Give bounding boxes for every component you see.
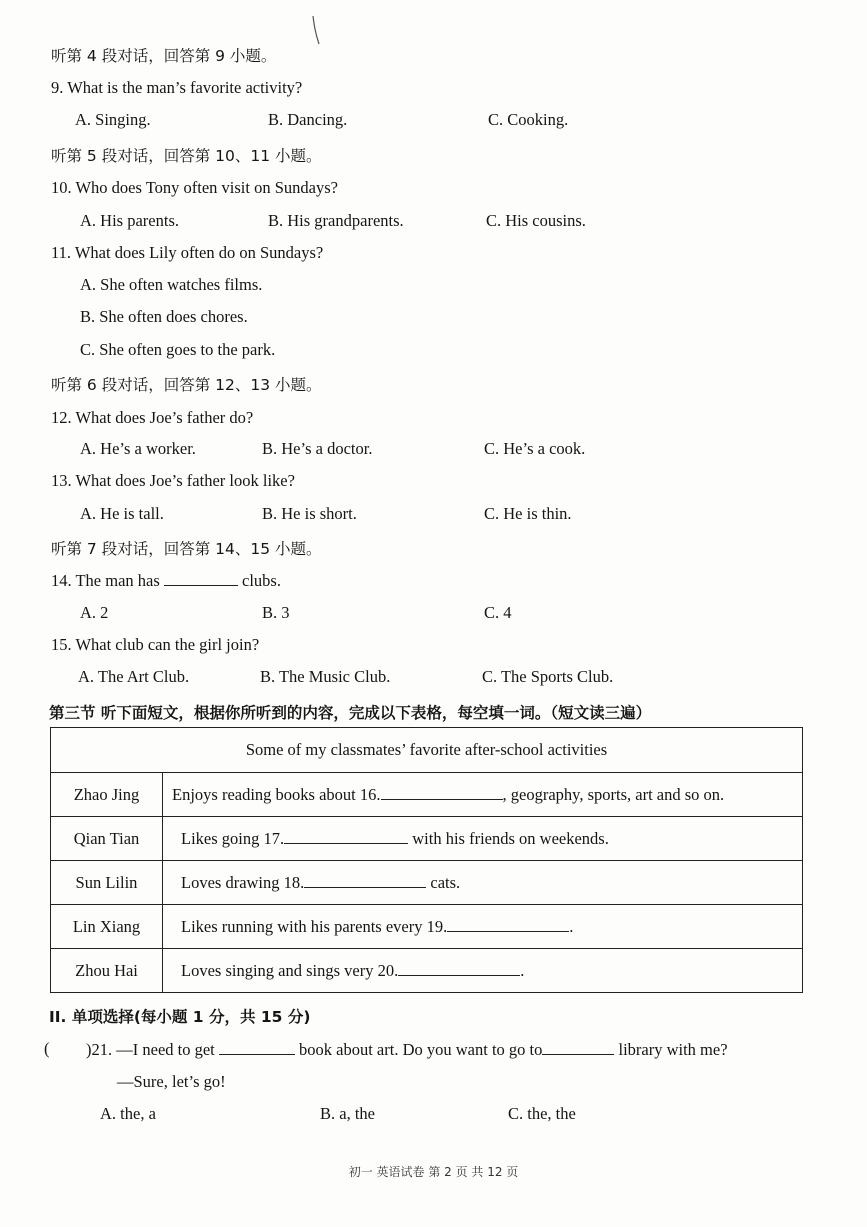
activity-text: Loves drawing 18. [181,872,305,892]
part2-heading: II. 单项选择(每小题 1 分，共 15 分) [49,1008,311,1026]
section-4-heading: 听第 4 段对话，回答第 9 小题。 [51,47,277,65]
q14-answer-blank[interactable] [164,571,238,586]
table-title: Some of my classmates’ favorite after-school activities [51,728,803,773]
answer-blank-19[interactable] [447,917,569,932]
student-name: Zhao Jing [51,773,163,817]
answer-blank-18[interactable] [304,873,426,888]
student-name: Lin Xiang [51,905,163,949]
activity-cell [163,773,803,817]
activities-table [50,727,803,993]
student-name: Zhou Hai [51,949,163,993]
activity-cell [163,905,803,949]
q14-option-c: C. 4 [484,603,512,622]
q12-option-b: B. He’s a doctor. [262,439,373,458]
pen-mark [311,14,321,48]
table-row [51,817,803,861]
student-name: Qian Tian [51,817,163,861]
table-row [51,861,803,905]
q11-option-a: A. She often watches films. [80,275,263,294]
activity-text-end: . [520,960,525,980]
activity-cell [163,817,803,861]
q15-option-b: B. The Music Club. [260,667,391,686]
q14-stem [51,570,281,592]
table-row [51,905,803,949]
q10-option-c: C. His cousins. [486,211,586,230]
q15-option-c: C. The Sports Club. [482,667,614,686]
q21-stem [86,1039,728,1061]
answer-blank-17[interactable] [284,829,408,844]
q10-option-a: A. His parents. [80,211,179,230]
q13-stem: 13. What does Joe’s father look like? [51,471,295,490]
activity-cell [163,949,803,993]
answer-blank-16[interactable] [381,785,503,800]
table-row [51,773,803,817]
table-row [51,949,803,993]
q12-stem: 12. What does Joe’s father do? [51,408,254,427]
activity-text-end: with his friends on weekends. [408,828,609,848]
q21-blank-1[interactable] [219,1040,295,1055]
q21-stem-end: library with me? [614,1040,728,1059]
q14-option-a: A. 2 [80,603,109,622]
q11-stem: 11. What does Lily often do on Sundays? [51,243,324,262]
q9-stem: 9. What is the man’s favorite activity? [51,78,303,97]
q21-blank-2[interactable] [542,1040,614,1055]
q21-option-c: C. the, the [508,1104,576,1123]
activity-text: Likes running with his parents every 19. [181,916,448,936]
q10-stem: 10. Who does Tony often visit on Sundays? [51,178,338,197]
q15-stem: 15. What club can the girl join? [51,635,260,654]
q9-option-a: A. Singing. [75,110,151,129]
q13-option-c: C. He is thin. [484,504,572,523]
activity-text: Loves singing and sings very 20. [181,960,399,980]
q12-option-a: A. He’s a worker. [80,439,196,458]
q14-option-b: B. 3 [262,603,290,622]
q9-option-b: B. Dancing. [268,110,348,129]
section-6-heading: 听第 6 段对话，回答第 12、13 小题。 [51,376,322,394]
activity-text-end: , geography, sports, art and so on. [502,784,725,804]
activity-text-end: . [569,916,574,936]
q21-option-a: A. the, a [100,1104,156,1123]
q11-option-c: C. She often goes to the park. [80,340,276,359]
part3-heading: 第三节 听下面短文，根据你所听到的内容，完成以下表格，每空填一词。（短文读三遍） [49,704,652,722]
q13-option-a: A. He is tall. [80,504,164,523]
table-header-row [51,728,803,773]
q21-stem-start: )21. —I need to get [86,1040,219,1059]
section-5-heading: 听第 5 段对话，回答第 10、11 小题。 [51,147,322,165]
q21-stem-mid: book about art. Do you want to go to [294,1040,543,1059]
q21-answer-paren[interactable]: ( [44,1039,50,1058]
student-name: Sun Lilin [51,861,163,905]
q11-option-b: B. She often does chores. [80,307,248,326]
q9-option-c: C. Cooking. [488,110,569,129]
q21-reply: —Sure, let’s go! [117,1072,226,1091]
activity-text-end: cats. [426,872,461,892]
q10-option-b: B. His grandparents. [268,211,404,230]
q21-option-b: B. a, the [320,1104,375,1123]
q12-option-c: C. He’s a cook. [484,439,586,458]
q14-stem-end: clubs. [237,571,281,590]
page-footer: 初一 英语试卷 第 2 页 共 12 页 [348,1165,519,1179]
section-7-heading: 听第 7 段对话，回答第 14、15 小题。 [51,540,322,558]
answer-blank-20[interactable] [398,961,520,976]
q14-stem-start: 14. The man has [51,571,164,590]
q15-option-a: A. The Art Club. [78,667,190,686]
activity-cell [163,861,803,905]
activity-text: Likes going 17. [181,828,285,848]
activity-text: Enjoys reading books about 16. [172,784,381,804]
q13-option-b: B. He is short. [262,504,357,523]
